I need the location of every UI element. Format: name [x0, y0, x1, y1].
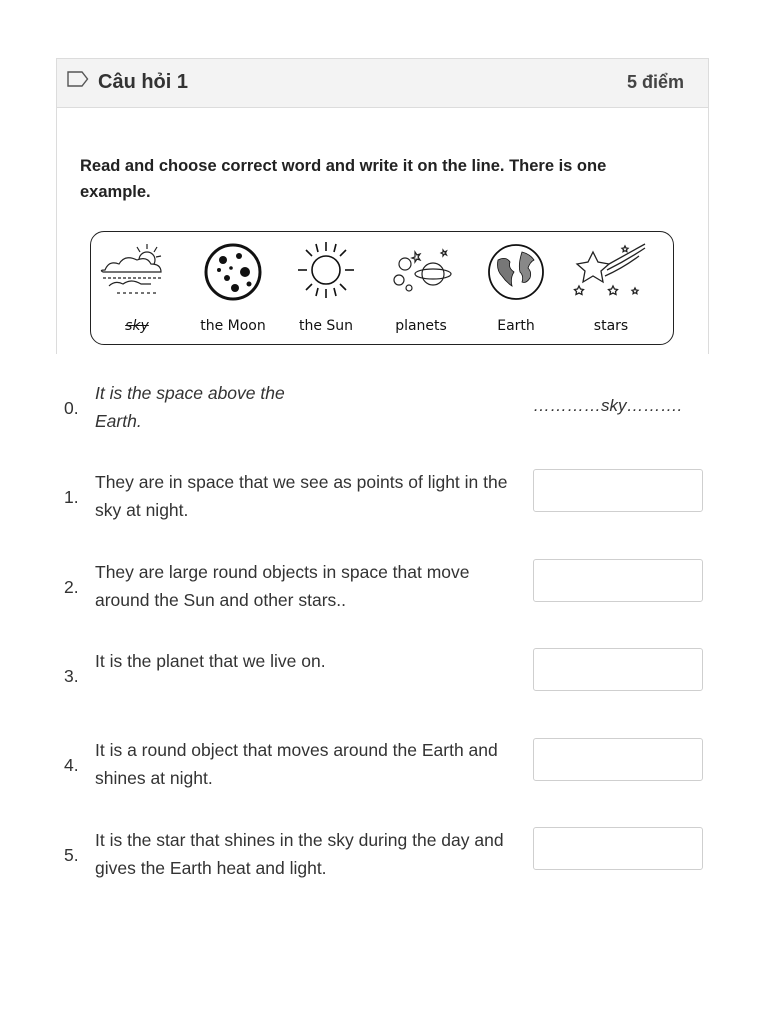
question-number: 0. — [64, 398, 79, 418]
planets-icon — [385, 238, 457, 302]
word-bank-label: sky — [125, 318, 149, 334]
clouds-sun-icon — [97, 238, 177, 302]
question-number: 2. — [64, 577, 79, 597]
question-number: 3. — [64, 666, 79, 686]
sun-icon — [294, 238, 358, 302]
word-bank-item — [284, 238, 368, 338]
earth-globe-icon — [484, 238, 548, 302]
question-text: They are in space that we see as points of light in the sky at night. — [95, 472, 508, 520]
example-answer: …………sky………. — [533, 396, 683, 415]
instructions-text: Read and choose correct word and write it on the line. There is one example. — [80, 157, 607, 201]
word-bank-item — [569, 238, 653, 338]
answer-input-3[interactable] — [533, 648, 703, 691]
answer-input-4[interactable] — [533, 738, 703, 781]
word-bank-item — [191, 238, 275, 338]
shooting-star-icon — [569, 238, 653, 302]
word-bank-label: stars — [593, 318, 629, 334]
question-text: It is the star that shines in the sky during the day and gives the Earth heat and light. — [95, 830, 504, 878]
question-text: They are large round objects in space that move around the Sun and other stars.. — [95, 562, 470, 610]
question-text: It is a round object that moves around the Earth and shines at night. — [95, 740, 498, 788]
question-header — [57, 59, 708, 108]
question-title: Câu hỏi 1 — [98, 71, 189, 93]
question-card — [56, 58, 709, 354]
question-number: 1. — [64, 487, 79, 507]
answer-input-1[interactable] — [533, 469, 703, 512]
answer-input-2[interactable] — [533, 559, 703, 602]
moon-icon — [201, 238, 265, 302]
word-bank-item — [379, 238, 463, 338]
word-bank-label: planets — [395, 318, 447, 334]
word-bank-label: the Sun — [298, 318, 354, 334]
word-bank-label: Earth — [497, 318, 535, 334]
question-text: It is the space above the Earth. — [95, 383, 285, 431]
question-text: It is the planet that we live on. — [95, 651, 326, 671]
question-points: 5 điểm — [626, 72, 684, 92]
answer-input-5[interactable] — [533, 827, 703, 870]
word-bank-label: the Moon — [200, 318, 266, 334]
question-number: 4. — [64, 755, 79, 775]
question-number: 5. — [64, 845, 79, 865]
word-bank-item — [95, 238, 179, 338]
flag-outline-icon[interactable] — [67, 71, 89, 87]
word-bank-box — [90, 231, 674, 345]
word-bank-item — [474, 238, 558, 338]
